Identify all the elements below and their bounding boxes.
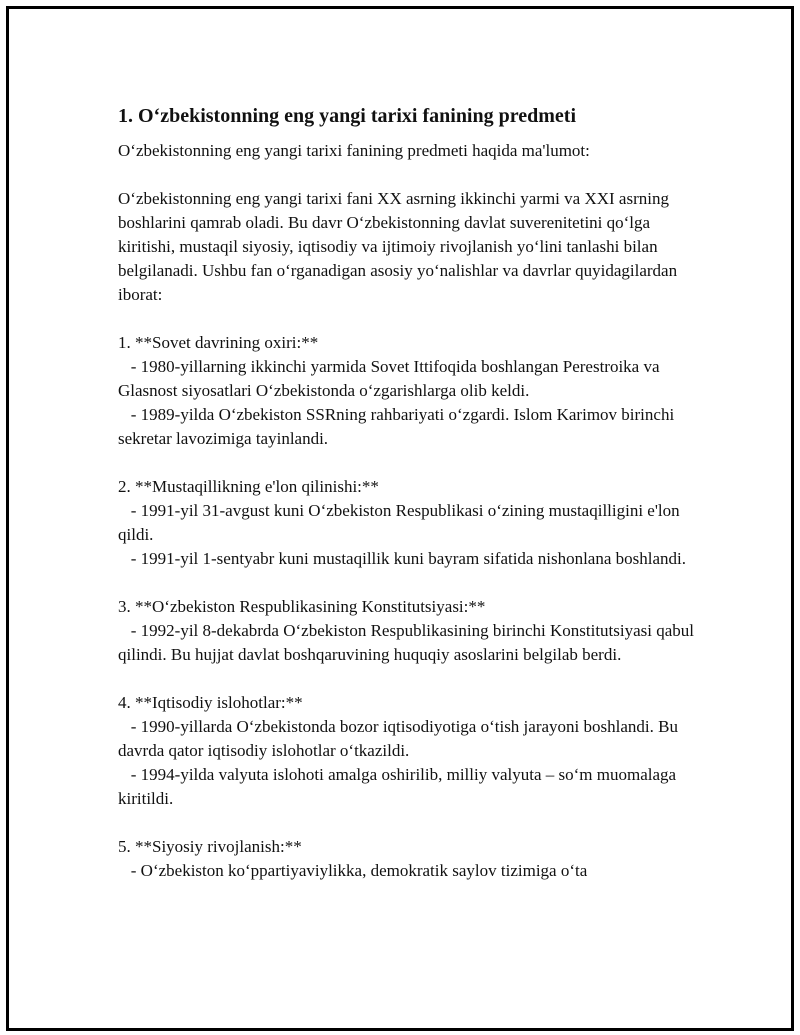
document-body bbox=[118, 102, 708, 883]
section-heading: 2. **Mustaqillikning e'lon qilinishi:** bbox=[118, 477, 379, 496]
section-point: - 1994-yilda valyuta islohoti amalga oshirilib, milliy valyuta – so‘m muomalaga kiritildi. bbox=[118, 765, 681, 808]
section-heading: 5. **Siyosiy rivojlanish:** bbox=[118, 837, 302, 856]
section-2 bbox=[118, 475, 708, 571]
spacer bbox=[118, 667, 708, 691]
spacer bbox=[118, 163, 708, 187]
spacer bbox=[118, 571, 708, 595]
intro-line: O‘zbekistonning eng yangi tarixi fanining predmeti haqida ma'lumot: bbox=[118, 141, 590, 160]
section-point: - 1990-yillarda O‘zbekistonda bozor iqtisodiyotiga o‘tish jarayoni boshlandi. Bu davrda qator iqtisodiy islohotlar o‘tkazildi. bbox=[118, 717, 683, 760]
section-3 bbox=[118, 595, 708, 667]
spacer bbox=[118, 451, 708, 475]
section-1 bbox=[118, 331, 708, 451]
section-point: - 1980-yillarning ikkinchi yarmida Sovet Ittifoqida boshlangan Perestroika va Glasnost siyosatlari O‘zbekistonda o‘zgarishlarga olib keldi. bbox=[118, 357, 664, 400]
section-heading: 4. **Iqtisodiy islohotlar:** bbox=[118, 693, 303, 712]
section-point: - 1989-yilda O‘zbekiston SSRning rahbariyati o‘zgardi. Islom Karimov birinchi sekretar lavozimiga tayinlandi. bbox=[118, 405, 679, 448]
section-point: - 1992-yil 8-dekabrda O‘zbekiston Respublikasining birinchi Konstitutsiyasi qabul qilindi. Bu hujjat davlat boshqaruvining huquqiy asoslarini belgilab berdi. bbox=[118, 621, 699, 664]
document-title: 1. O‘zbekistonning eng yangi tarixi fanining predmeti bbox=[118, 105, 577, 127]
section-heading: 3. **O‘zbekiston Respublikasining Konstitutsiyasi:** bbox=[118, 597, 486, 616]
spacer bbox=[118, 307, 708, 331]
spacer bbox=[118, 811, 708, 835]
page-border bbox=[6, 6, 794, 1031]
section-heading: 1. **Sovet davrining oxiri:** bbox=[118, 333, 319, 352]
section-4 bbox=[118, 691, 708, 811]
section-5 bbox=[118, 835, 708, 883]
overview-paragraph: O‘zbekistonning eng yangi tarixi fani XX asrning ikkinchi yarmi va XXI asrning boshlarini qamrab oladi. Bu davr O‘zbekistonning davlat suverenitetini qo‘lga kiritishi, mustaqil siyosiy, iqtisodiy va ijtimoiy rivojlanish yo‘lini tanlashi bilan belgilanadi. Ushbu fan o‘rganadigan asosiy yo‘nalishlar va davrlar quyidagilardan iborat: bbox=[118, 189, 678, 304]
section-point: - 1991-yil 31-avgust kuni O‘zbekiston Respublikasi o‘zining mustaqilligini e'lon qildi. bbox=[118, 501, 684, 544]
section-point: - 1991-yil 1-sentyabr kuni mustaqillik kuni bayram sifatida nishonlana boshlandi. bbox=[118, 549, 686, 568]
section-point: - O‘zbekiston ko‘ppartiyaviylikka, demokratik saylov tizimiga o‘ta bbox=[118, 861, 588, 880]
